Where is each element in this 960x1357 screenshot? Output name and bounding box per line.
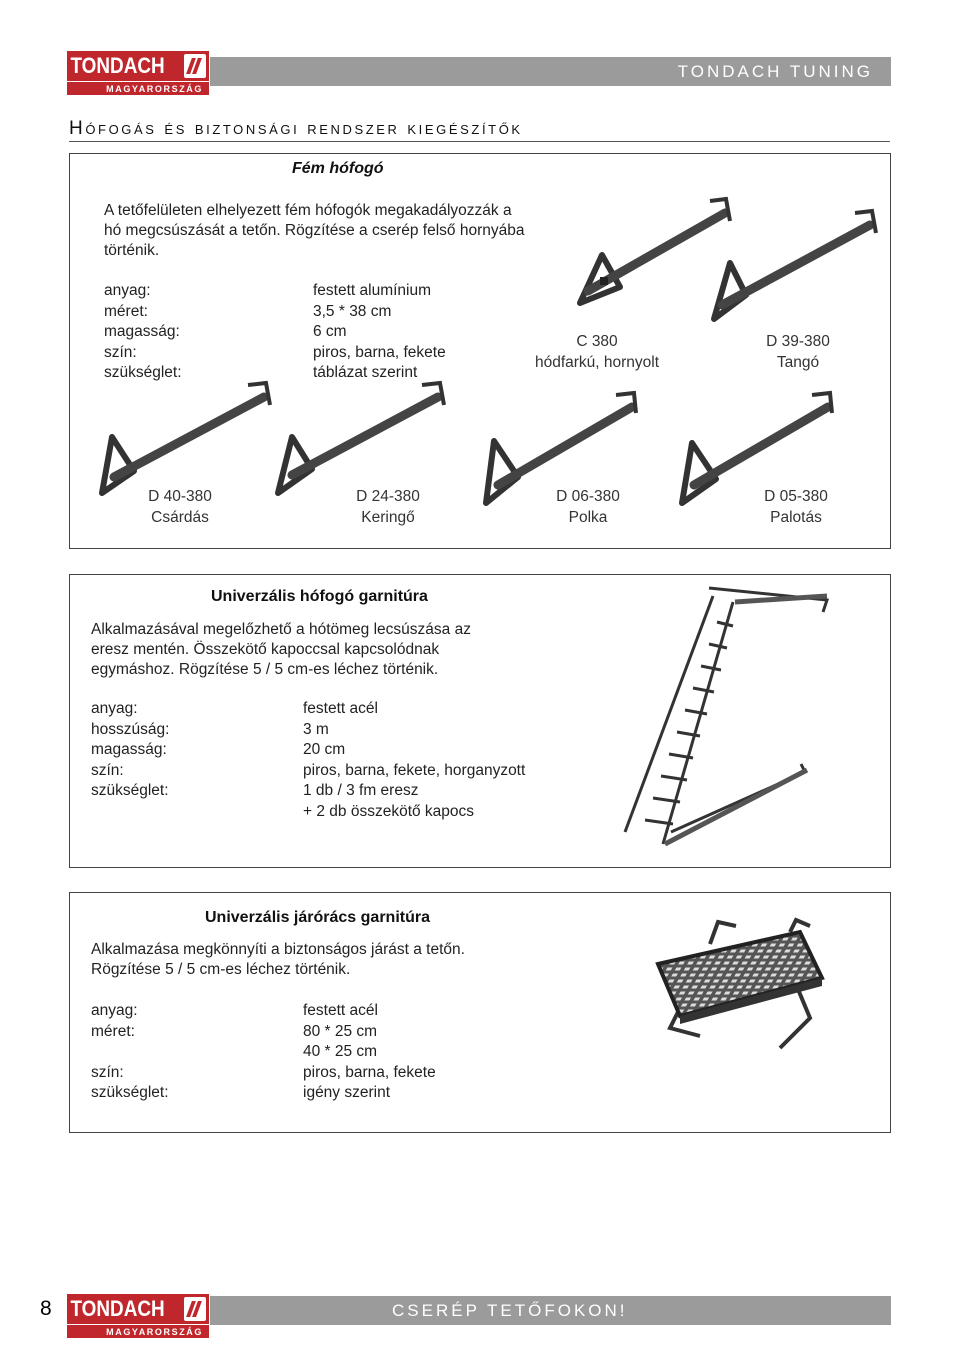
snow-guard-spec-labels: anyag: méret: magasság: szín: szükséglet:: [104, 282, 182, 381]
snow-guard-spec-values: festett alumínium 3,5 * 38 cm 6 cm piros, barna, fekete táblázat szerint: [313, 282, 446, 381]
walkway-spec-labels: anyag: méret: szín: szükséglet:: [91, 1002, 169, 1101]
header-tagline: TONDACH TUNING: [677, 61, 873, 81]
product-d06-caption: D 06-380 Polka: [556, 488, 620, 526]
snow-fence-image: [605, 582, 840, 857]
title-divider: [69, 141, 890, 142]
logo-subtitle: MAGYARORSZÁG: [67, 82, 209, 95]
header-bar: [210, 57, 891, 86]
footer-emblem-icon: [184, 1297, 206, 1321]
footer-tondach-logo: TONDACH MAGYARORSZÁG: [67, 1294, 209, 1338]
snow-guard-d40-image: [92, 375, 282, 500]
footer-slogan: CSERÉP TETŐFOKON!: [392, 1300, 628, 1320]
product-c380-caption: C 380 hódfarkú, hornyolt: [534, 333, 660, 371]
universal-guard-description: Alkalmazásával megelőzhető a hótömeg lecsúszása az eresz mentén. Összekötő kapoccsal kapcsolódnak egymáshoz. Rögzítése 5 / 5 cm-es léchez történik.: [91, 621, 471, 678]
snow-guard-description: A tetőfelületen elhelyezett fém hófogók megakadályozzák a hó megcsúszását a tetőn. Rögzítése a cserép felső hornyába történik.: [104, 202, 525, 259]
walkway-title: Univerzális járórács garnitúra: [205, 909, 430, 926]
walkway-grate-image: [640, 918, 830, 1078]
walkway-spec-values: festett acél 80 * 25 cm 40 * 25 cm piros, barna, fekete igény szerint: [303, 1002, 436, 1101]
tondach-emblem-icon: [184, 54, 206, 78]
universal-guard-title: Univerzális hófogó garnitúra: [211, 588, 428, 605]
logo-wordmark: TONDACH: [70, 53, 165, 78]
product-d40-caption: D 40-380 Csárdás: [148, 488, 212, 526]
snow-guard-d39-image: [700, 205, 890, 330]
product-d05-caption: D 05-380 Palotás: [764, 488, 828, 526]
universal-guard-spec-values: festett acél 3 m 20 cm piros, barna, fekete, horganyzott 1 db / 3 fm eresz + 2 db összekötő kapocs: [303, 700, 526, 820]
snow-guard-d24-image: [268, 375, 458, 500]
product-d24-caption: D 24-380 Keringő: [356, 488, 420, 526]
universal-guard-spec-labels: anyag: hosszúság: magasság: szín: szükséglet:: [91, 700, 170, 799]
tondach-logo: [67, 51, 209, 95]
snow-guard-title: Fém hófogó: [292, 160, 384, 177]
footer-bar: [210, 1296, 891, 1325]
page-title: Hófogás és biztonsági rendszer kiegészítők: [69, 118, 523, 139]
product-d39-caption: D 39-380 Tangó: [766, 333, 830, 371]
walkway-description: Alkalmazása megkönnyíti a biztonságos járást a tetőn. Rögzítése 5 / 5 cm-es léchez történik.: [91, 941, 465, 978]
page-number: 8: [40, 1297, 52, 1320]
